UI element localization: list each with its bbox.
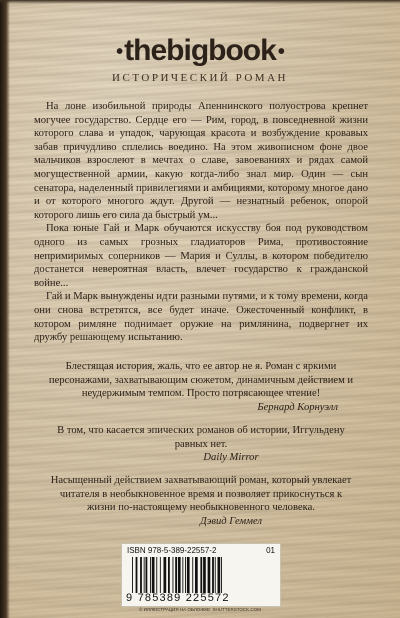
fine-print: © ИЛЛЮСТРАЦИЯ НА ОБЛОЖКЕ: SHUTTERSTOCK.COM (139, 607, 261, 612)
blurb-paragraph-2: Пока юные Гай и Марк обучаются искусству боя под руководством одного из самых грозных гладиаторов Рима, противостояние непримиримых соперников — Мария и Суллы, в котором победителю достанется невероятная власть, влечет государство к гражданской войне... (34, 223, 368, 289)
review-author: Daily Mirror (203, 452, 259, 464)
review-text: Насыщенный действием захватывающий роман, который увлекает читателя в необыкновенное время и позволяет прикоснуться к жизни по-настоящему необыкновенного человека. (50, 475, 352, 514)
review-gemmell (46, 474, 356, 528)
blurb-paragraph-1: На лоне изобильной природы Апеннинского полуострова крепнет могучее государство. Сердце его — Рим, город, в повседневной жизни которого слава и упадок, чарующая красота и возбуждение кровавых забав причудливо сплелись воедино. На этом живописном фоне двое мальчиков взрослеют в мечтах о славе, завоеваниях и рядах самой могущественной армии, какую когда-либо знал мир. Один — сын сенатора, наделенный привилегиями и амбициями, которому многое дано и от которого многого ждут. Другой — незнатный ребенок, опорой которого лишь его сила да быстрый ум... (34, 101, 368, 221)
barcode-bar (156, 557, 157, 593)
top-edge (0, 0, 400, 4)
barcode-bar (164, 557, 167, 593)
review-text: В том, что касается эпических романов об истории, Иггульдену равных нет. (57, 425, 345, 450)
review-daily-mirror (46, 424, 356, 465)
publisher-logo (0, 34, 400, 68)
blurb-paragraph-3: Гай и Марк вынуждены идти разными путями, и к тому времени, когда они снова встретятся, все будет иначе. Ожесточенный конфликт, в котором римляне поднимает оружие на римлянина, подвергнет их дружбу решающему испытанию. (34, 291, 368, 344)
spine-shadow (0, 0, 10, 618)
review-cornwell (46, 360, 356, 414)
barcode-bar (136, 557, 138, 593)
barcode-bar (192, 557, 193, 593)
review-author: Дэвид Геммел (199, 515, 263, 527)
logo-dot-left: • (116, 40, 123, 63)
barcode-bar (212, 557, 214, 593)
barcode-bar (215, 557, 216, 593)
barcode-bar (140, 557, 142, 593)
barcode-bar (150, 557, 151, 593)
barcode-bar (132, 557, 133, 593)
barcode-bar (175, 557, 177, 593)
barcode-bar (203, 557, 206, 593)
blurb (34, 100, 368, 345)
barcode-bar (146, 557, 148, 593)
barcode-bar (168, 557, 170, 593)
barcode-digits: 9 785389 225572 (126, 592, 230, 604)
barcode-bar (187, 557, 190, 593)
barcode-bar (208, 557, 211, 593)
barcode-bar (185, 557, 186, 593)
logo-text: thebigbook (124, 34, 276, 67)
barcode-bar (178, 557, 181, 593)
barcode-bar (173, 557, 174, 593)
barcode-bar (221, 557, 222, 593)
barcode-bar (152, 557, 155, 593)
barcode-bar (182, 557, 183, 593)
review-text: Блестящая история, жаль, что ее автор не я. Роман с яркими персонажами, захватывающим сюжетом, динамичным действием и неудержимым темпом. Просто потрясающее чтение! (48, 361, 354, 400)
barcode-bar (160, 557, 161, 593)
review-author: Бернард Корнуэлл (257, 401, 338, 413)
isbn-number: ISBN 978-5-389-22557-2 (127, 546, 217, 555)
barcode-bar (200, 557, 202, 593)
barcode-bar (144, 557, 145, 593)
isbn-code: 01 (266, 546, 275, 555)
isbn-barcode (121, 543, 281, 607)
logo-dot-right: • (277, 40, 284, 63)
barcode-bars (130, 557, 274, 593)
barcode-bar (218, 557, 221, 593)
barcode-bar (195, 557, 198, 593)
genre-label: ИСТОРИЧЕСКИЙ РОМАН (112, 72, 288, 84)
